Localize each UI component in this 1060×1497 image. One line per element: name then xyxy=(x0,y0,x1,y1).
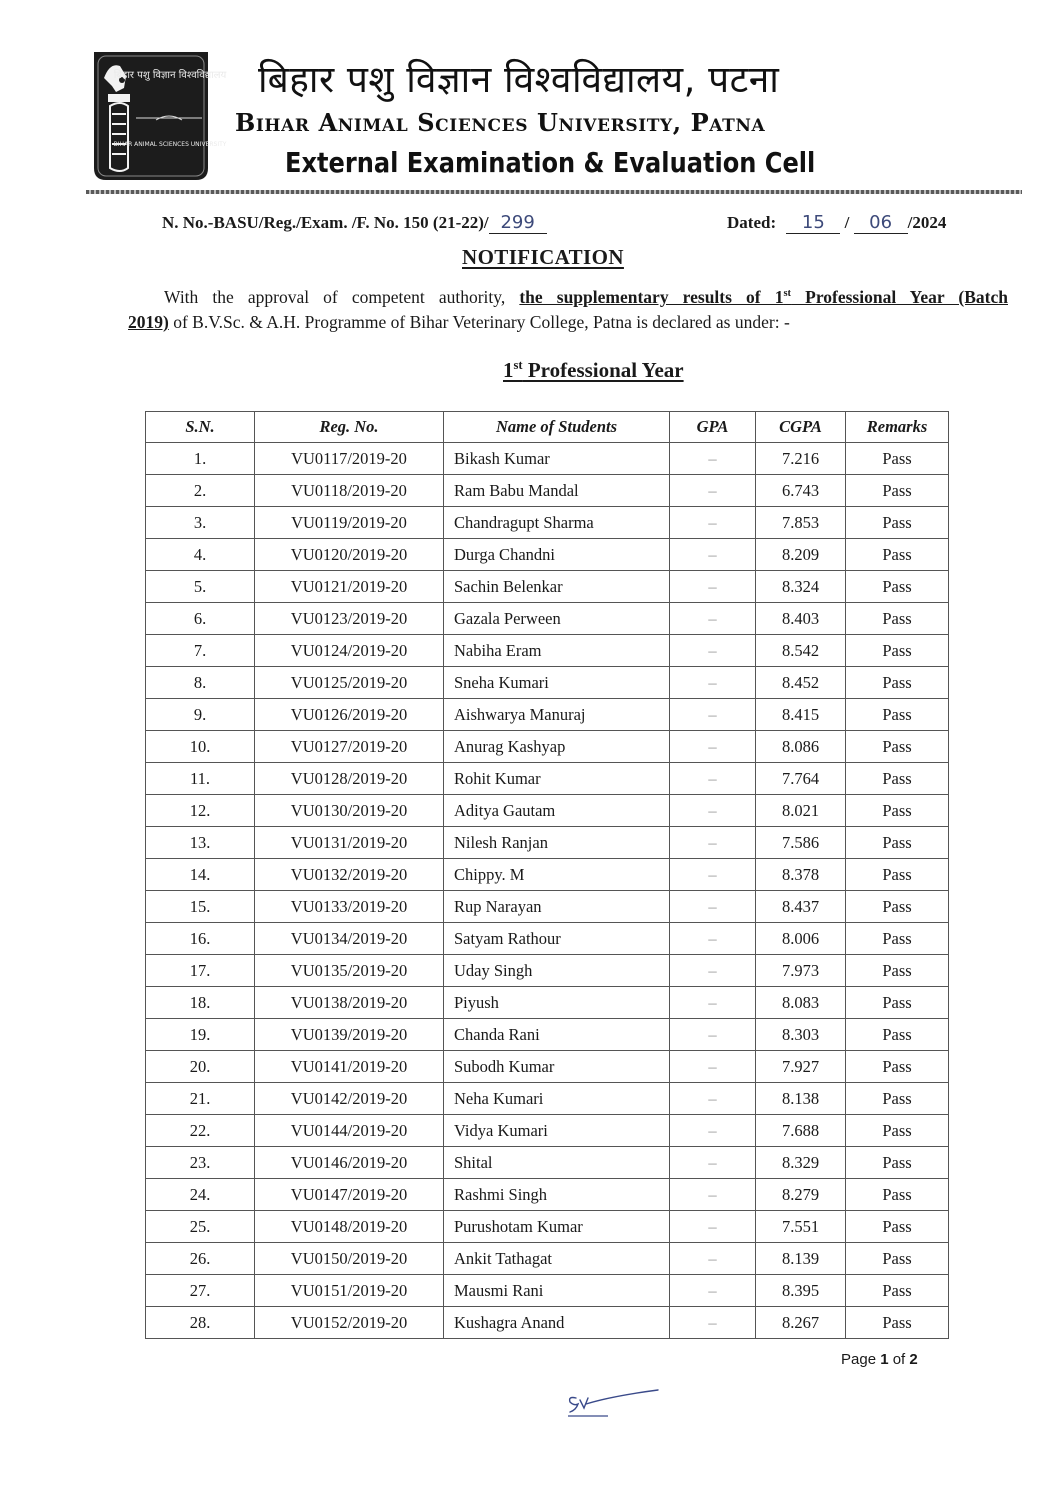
svg-text:BIHAR ANIMAL SCIENCES UNIVERSI: BIHAR ANIMAL SCIENCES UNIVERSITY xyxy=(113,141,227,148)
cell-remarks: Pass xyxy=(846,1051,949,1083)
cell-cgpa: 7.973 xyxy=(756,955,846,987)
header-name: Name of Students xyxy=(444,412,670,443)
cell-sn: 21. xyxy=(146,1083,255,1115)
reference-prefix: N. No.-BASU/Reg./Exam. /F. No. 150 (21-22)/ xyxy=(162,213,489,232)
cell-remarks: Pass xyxy=(846,859,949,891)
cell-sn: 1. xyxy=(146,443,255,475)
cell-reg-no: VU0141/2019-20 xyxy=(255,1051,444,1083)
cell-gpa: – xyxy=(670,475,756,507)
cell-student-name: Aishwarya Manuraj xyxy=(444,699,670,731)
table-row xyxy=(146,507,949,539)
cell-sn: 24. xyxy=(146,1179,255,1211)
cell-remarks: Pass xyxy=(846,1307,949,1339)
cell-sn: 25. xyxy=(146,1211,255,1243)
table-row xyxy=(146,891,949,923)
cell-remarks: Pass xyxy=(846,763,949,795)
university-logo xyxy=(90,48,227,184)
table-row xyxy=(146,1211,949,1243)
cell-student-name: Sachin Belenkar xyxy=(444,571,670,603)
cell-sn: 7. xyxy=(146,635,255,667)
header-divider xyxy=(86,190,1022,194)
university-title-hindi: बिहार पशु विज्ञान विश्वविद्यालय, पटना xyxy=(258,58,780,101)
cell-gpa: – xyxy=(670,539,756,571)
cell-reg-no: VU0134/2019-20 xyxy=(255,923,444,955)
cell-reg-no: VU0120/2019-20 xyxy=(255,539,444,571)
table-row xyxy=(146,1147,949,1179)
university-title-english: Bihar Animal Sciences University, Patna xyxy=(235,108,766,137)
table-row xyxy=(146,603,949,635)
cell-remarks: Pass xyxy=(846,1243,949,1275)
table-row xyxy=(146,795,949,827)
table-row xyxy=(146,987,949,1019)
cell-reg-no: VU0119/2019-20 xyxy=(255,507,444,539)
cell-gpa: – xyxy=(670,443,756,475)
cell-student-name: Kushagra Anand xyxy=(444,1307,670,1339)
cell-reg-no: VU0132/2019-20 xyxy=(255,859,444,891)
cell-cgpa: 8.395 xyxy=(756,1275,846,1307)
cell-gpa: – xyxy=(670,1147,756,1179)
cell-student-name: Purushotam Kumar xyxy=(444,1211,670,1243)
cell-cgpa: 8.006 xyxy=(756,923,846,955)
cell-sn: 14. xyxy=(146,859,255,891)
cell-student-name: Aditya Gautam xyxy=(444,795,670,827)
cell-sn: 4. xyxy=(146,539,255,571)
table-row xyxy=(146,955,949,987)
cell-sn: 19. xyxy=(146,1019,255,1051)
cell-sn: 23. xyxy=(146,1147,255,1179)
header-sn: S.N. xyxy=(146,412,255,443)
cell-reg-no: VU0125/2019-20 xyxy=(255,667,444,699)
reference-number xyxy=(162,212,547,234)
cell-gpa: – xyxy=(670,827,756,859)
cell-gpa: – xyxy=(670,987,756,1019)
cell-remarks: Pass xyxy=(846,827,949,859)
cell-gpa: – xyxy=(670,1307,756,1339)
table-row xyxy=(146,1307,949,1339)
date-month: 06 xyxy=(854,212,908,234)
cell-remarks: Pass xyxy=(846,571,949,603)
date-year: /2024 xyxy=(907,213,947,232)
cell-title: External Examination & Evaluation Cell xyxy=(285,146,816,179)
cell-gpa: – xyxy=(670,1211,756,1243)
cell-gpa: – xyxy=(670,731,756,763)
cell-student-name: Nabiha Eram xyxy=(444,635,670,667)
cell-reg-no: VU0117/2019-20 xyxy=(255,443,444,475)
page-number: Page 1 of 2 xyxy=(841,1351,918,1368)
cell-gpa: – xyxy=(670,1179,756,1211)
cell-remarks: Pass xyxy=(846,1275,949,1307)
table-row xyxy=(146,1275,949,1307)
cell-cgpa: 7.927 xyxy=(756,1051,846,1083)
cell-remarks: Pass xyxy=(846,1179,949,1211)
cell-cgpa: 7.216 xyxy=(756,443,846,475)
table-row xyxy=(146,1179,949,1211)
table-row xyxy=(146,1243,949,1275)
cell-reg-no: VU0142/2019-20 xyxy=(255,1083,444,1115)
reference-handwritten-number: 299 xyxy=(489,212,547,234)
cell-reg-no: VU0126/2019-20 xyxy=(255,699,444,731)
cell-cgpa: 8.086 xyxy=(756,731,846,763)
cell-gpa: – xyxy=(670,1115,756,1147)
cell-cgpa: 7.764 xyxy=(756,763,846,795)
cell-cgpa: 8.329 xyxy=(756,1147,846,1179)
cell-cgpa: 6.743 xyxy=(756,475,846,507)
cell-gpa: – xyxy=(670,763,756,795)
cell-cgpa: 8.437 xyxy=(756,891,846,923)
cell-sn: 17. xyxy=(146,955,255,987)
section-title: 1st Professional Year xyxy=(503,358,684,382)
intro-programme: of B.V.Sc. & A.H. Programme of Bihar Veterinary College, Patna is declared as under: - xyxy=(168,312,790,332)
cell-sn: 27. xyxy=(146,1275,255,1307)
cell-cgpa: 8.452 xyxy=(756,667,846,699)
cell-sn: 2. xyxy=(146,475,255,507)
cell-gpa: – xyxy=(670,1275,756,1307)
cell-reg-no: VU0147/2019-20 xyxy=(255,1179,444,1211)
cell-reg-no: VU0138/2019-20 xyxy=(255,987,444,1019)
cell-sn: 5. xyxy=(146,571,255,603)
cell-student-name: Rohit Kumar xyxy=(444,763,670,795)
cell-remarks: Pass xyxy=(846,539,949,571)
cell-sn: 9. xyxy=(146,699,255,731)
cell-reg-no: VU0127/2019-20 xyxy=(255,731,444,763)
svg-text:बिहार पशु विज्ञान विश्वविद्याल: बिहार पशु विज्ञान विश्वविद्यालय xyxy=(113,70,227,81)
cell-cgpa: 8.083 xyxy=(756,987,846,1019)
header-remarks: Remarks xyxy=(846,412,949,443)
cell-cgpa: 8.139 xyxy=(756,1243,846,1275)
table-row xyxy=(146,1115,949,1147)
cell-reg-no: VU0133/2019-20 xyxy=(255,891,444,923)
cell-reg-no: VU0121/2019-20 xyxy=(255,571,444,603)
table-row xyxy=(146,475,949,507)
cell-sn: 8. xyxy=(146,667,255,699)
table-row xyxy=(146,699,949,731)
cell-student-name: Nilesh Ranjan xyxy=(444,827,670,859)
table-row xyxy=(146,731,949,763)
header-reg-no: Reg. No. xyxy=(255,412,444,443)
cell-student-name: Satyam Rathour xyxy=(444,923,670,955)
cell-remarks: Pass xyxy=(846,795,949,827)
cell-reg-no: VU0148/2019-20 xyxy=(255,1211,444,1243)
cell-remarks: Pass xyxy=(846,1211,949,1243)
intro-bold: the supplementary results of 1st Professional Year (Batch xyxy=(519,287,1008,307)
cell-gpa: – xyxy=(670,923,756,955)
cell-sn: 26. xyxy=(146,1243,255,1275)
table-row xyxy=(146,1051,949,1083)
cell-remarks: Pass xyxy=(846,731,949,763)
cell-sn: 3. xyxy=(146,507,255,539)
cell-cgpa: 8.138 xyxy=(756,1083,846,1115)
cell-remarks: Pass xyxy=(846,667,949,699)
cell-student-name: Rashmi Singh xyxy=(444,1179,670,1211)
date-separator: / xyxy=(844,213,850,232)
cell-gpa: – xyxy=(670,1243,756,1275)
cell-gpa: – xyxy=(670,699,756,731)
cell-gpa: – xyxy=(670,507,756,539)
cell-remarks: Pass xyxy=(846,1083,949,1115)
cell-reg-no: VU0151/2019-20 xyxy=(255,1275,444,1307)
cell-student-name: Rup Narayan xyxy=(444,891,670,923)
results-table xyxy=(145,411,949,1339)
table-header-row xyxy=(146,412,949,443)
intro-text: With the approval of competent authority, xyxy=(164,287,506,307)
cell-sn: 12. xyxy=(146,795,255,827)
cell-remarks: Pass xyxy=(846,443,949,475)
cell-gpa: – xyxy=(670,859,756,891)
cell-reg-no: VU0128/2019-20 xyxy=(255,763,444,795)
table-row xyxy=(146,635,949,667)
table-row xyxy=(146,667,949,699)
table-row xyxy=(146,1019,949,1051)
cell-remarks: Pass xyxy=(846,1115,949,1147)
notification-title: NOTIFICATION xyxy=(462,245,624,269)
handwritten-signature xyxy=(562,1386,672,1422)
cell-remarks: Pass xyxy=(846,987,949,1019)
cell-remarks: Pass xyxy=(846,923,949,955)
cell-student-name: Durga Chandni xyxy=(444,539,670,571)
cell-remarks: Pass xyxy=(846,1147,949,1179)
cell-student-name: Shital xyxy=(444,1147,670,1179)
table-row xyxy=(146,763,949,795)
cell-remarks: Pass xyxy=(846,955,949,987)
cell-sn: 6. xyxy=(146,603,255,635)
cell-reg-no: VU0152/2019-20 xyxy=(255,1307,444,1339)
cell-student-name: Vidya Kumari xyxy=(444,1115,670,1147)
table-row xyxy=(146,571,949,603)
header-gpa: GPA xyxy=(670,412,756,443)
cell-reg-no: VU0144/2019-20 xyxy=(255,1115,444,1147)
cell-gpa: – xyxy=(670,891,756,923)
cell-student-name: Chanda Rani xyxy=(444,1019,670,1051)
cell-gpa: – xyxy=(670,571,756,603)
cell-remarks: Pass xyxy=(846,475,949,507)
cell-reg-no: VU0139/2019-20 xyxy=(255,1019,444,1051)
cell-gpa: – xyxy=(670,1019,756,1051)
table-row xyxy=(146,443,949,475)
cell-remarks: Pass xyxy=(846,603,949,635)
cell-remarks: Pass xyxy=(846,635,949,667)
cell-student-name: Mausmi Rani xyxy=(444,1275,670,1307)
cell-sn: 16. xyxy=(146,923,255,955)
cell-reg-no: VU0131/2019-20 xyxy=(255,827,444,859)
date-day: 15 xyxy=(786,212,840,234)
cell-gpa: – xyxy=(670,955,756,987)
intro-batch: 2019) xyxy=(128,312,169,332)
cell-cgpa: 8.542 xyxy=(756,635,846,667)
cell-student-name: Ankit Tathagat xyxy=(444,1243,670,1275)
cell-cgpa: 8.021 xyxy=(756,795,846,827)
cell-reg-no: VU0130/2019-20 xyxy=(255,795,444,827)
table-row xyxy=(146,1083,949,1115)
cell-reg-no: VU0135/2019-20 xyxy=(255,955,444,987)
table-row xyxy=(146,827,949,859)
cell-student-name: Bikash Kumar xyxy=(444,443,670,475)
cell-remarks: Pass xyxy=(846,699,949,731)
cell-student-name: Piyush xyxy=(444,987,670,1019)
cell-gpa: – xyxy=(670,635,756,667)
table-row xyxy=(146,539,949,571)
cell-cgpa: 8.378 xyxy=(756,859,846,891)
cell-sn: 11. xyxy=(146,763,255,795)
cell-reg-no: VU0123/2019-20 xyxy=(255,603,444,635)
cell-reg-no: VU0150/2019-20 xyxy=(255,1243,444,1275)
cell-gpa: – xyxy=(670,795,756,827)
cell-cgpa: 8.324 xyxy=(756,571,846,603)
cell-student-name: Subodh Kumar xyxy=(444,1051,670,1083)
table-row xyxy=(146,923,949,955)
cell-cgpa: 7.688 xyxy=(756,1115,846,1147)
cell-cgpa: 8.267 xyxy=(756,1307,846,1339)
cell-student-name: Sneha Kumari xyxy=(444,667,670,699)
cell-sn: 13. xyxy=(146,827,255,859)
cell-cgpa: 7.853 xyxy=(756,507,846,539)
cell-remarks: Pass xyxy=(846,1019,949,1051)
notification-body xyxy=(128,285,1008,335)
cell-cgpa: 8.209 xyxy=(756,539,846,571)
cell-student-name: Uday Singh xyxy=(444,955,670,987)
cell-cgpa: 8.279 xyxy=(756,1179,846,1211)
cell-reg-no: VU0124/2019-20 xyxy=(255,635,444,667)
cell-student-name: Neha Kumari xyxy=(444,1083,670,1115)
table-row xyxy=(146,859,949,891)
cell-student-name: Ram Babu Mandal xyxy=(444,475,670,507)
cell-student-name: Anurag Kashyap xyxy=(444,731,670,763)
cell-cgpa: 8.303 xyxy=(756,1019,846,1051)
cell-sn: 28. xyxy=(146,1307,255,1339)
cell-reg-no: VU0146/2019-20 xyxy=(255,1147,444,1179)
cell-reg-no: VU0118/2019-20 xyxy=(255,475,444,507)
cell-sn: 10. xyxy=(146,731,255,763)
cell-student-name: Chandragupt Sharma xyxy=(444,507,670,539)
cell-student-name: Gazala Perween xyxy=(444,603,670,635)
cell-cgpa: 7.551 xyxy=(756,1211,846,1243)
cell-remarks: Pass xyxy=(846,891,949,923)
cell-sn: 20. xyxy=(146,1051,255,1083)
cell-cgpa: 7.586 xyxy=(756,827,846,859)
cell-gpa: – xyxy=(670,1051,756,1083)
cell-remarks: Pass xyxy=(846,507,949,539)
cell-sn: 18. xyxy=(146,987,255,1019)
cell-cgpa: 8.403 xyxy=(756,603,846,635)
cell-sn: 22. xyxy=(146,1115,255,1147)
cell-cgpa: 8.415 xyxy=(756,699,846,731)
dated-label: Dated: xyxy=(727,213,777,232)
cell-sn: 15. xyxy=(146,891,255,923)
cell-gpa: – xyxy=(670,603,756,635)
header-cgpa: CGPA xyxy=(756,412,846,443)
cell-gpa: – xyxy=(670,1083,756,1115)
dated xyxy=(727,212,946,234)
cell-gpa: – xyxy=(670,667,756,699)
cell-student-name: Chippy. M xyxy=(444,859,670,891)
